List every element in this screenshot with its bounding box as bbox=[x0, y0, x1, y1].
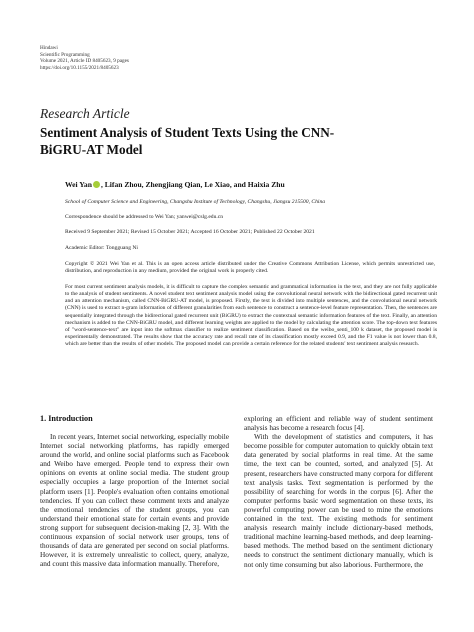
paragraph: With the development of statistics and computers, it has become possible for computer automation to quickly obtain text data generated by social platforms in real time. At the same time, the text can be counted, sorted, and analyzed [5]. At present, researchers have constructed many corpora for different text analysis tasks. Text segmentation is performed by the possibility of searching for words in the corpus [6]. After the computer performs basic word segmentation on these texts, its powerful computing power can be used to mine the emotions contained in the text. The existing methods for sentiment analysis research mainly include dictionary-based methods, traditional machine learning-based methods, and deep learning-based methods. The method based on the sentiment dictionary needs to construct the sentiment dictionary manually, which is not only time consuming but also laborious. Furthermore, the bbox=[244, 432, 433, 569]
journal-name: Scientific Programming bbox=[40, 51, 90, 58]
right-column bbox=[244, 414, 433, 569]
abstract: For most current sentiment analysis models, it is difficult to capture the complex semantic and grammatical information in the text, and they are not fully applicable to the analysis of student sentiments. A novel student text sentiment analysis model using the convolutional neural network with the bidirectional gated recurrent unit and an attention mechanism, called CNN-BiGRU-AT model, is proposed. Firstly, the text is divided into multiple sentences, and the convolutional neural network (CNN) is used to extract n-gram information of different granularities from each sentence to construct a sentence-level feature representation. Then, the sentences are sequentially integrated through the bidirectional gated recurrent unit (BiGRU) to extract the contextual semantic information features of the text. Finally, an attention mechanism is added to the CNN-BiGRU model, and different learning weights are applied to the model by calculating the attention score. The top-down text features of "word-sentence-text" are input into the softmax classifier to realize sentiment classification. Based on the weibo_senti_100 k dataset, the proposed model is experimentally demonstrated. The results show that the accuracy rate and recall rate of its classification mostly exceed 0.9, and the F1 value is not lower than 0.8, which are better than the results of other models. The proposed model can provide a certain reference for the related students' text sentiment analysis research. bbox=[65, 284, 437, 348]
publication-dates: Received 9 September 2021; Revised 15 October 2021; Accepted 16 October 2021; Published 22 October 2021 bbox=[65, 229, 315, 235]
paragraph: In recent years, Internet social networking, especially mobile Internet social networking platforms, has rapidly emerged around the world, and online social platforms such as Facebook and Weibo have emerged. People tend to express their own opinions on events at online social media. The student group especially occupies a large proportion of the Internet social platform users [1]. People's evaluation often contains emotional tendencies. If you can collect these comment texts and analyze the emotional tendencies of the student groups, you can understand their emotional state for certain events and provide strong support for subsequent decision-making [2, 3]. With the continuous expansion of social network user groups, tens of thousands of data are generated per second on social platforms. However, it is extremely unrealistic to collect, query, analyze, and count this massive data information manually. Therefore, bbox=[40, 432, 229, 569]
paper-title: Sentiment Analysis of Student Texts Using the CNN-BiGRU-AT Model bbox=[40, 125, 335, 157]
other-authors: , Lifan Zhou, Zhengjiang Qian, Le Xiao, and Haixia Zhu bbox=[100, 180, 285, 189]
author-list bbox=[65, 180, 285, 189]
publisher-name: Hindawi bbox=[40, 45, 58, 51]
orcid-icon[interactable] bbox=[93, 181, 100, 188]
paragraph: exploring an efficient and reliable way of student sentiment analysis has become a research focus [4]. bbox=[244, 414, 433, 433]
article-type: Research Article bbox=[40, 106, 130, 121]
section-heading: 1. Introduction bbox=[40, 414, 93, 423]
left-column bbox=[40, 432, 229, 568]
first-author: Wei Yan bbox=[65, 180, 92, 189]
doi-link[interactable]: https://doi.org/10.1155/2021/8405623 bbox=[40, 64, 119, 71]
journal-meta bbox=[40, 45, 129, 71]
copyright-notice: Copyright © 2021 Wei Yan et al. This is an open access article distributed under the Creative Commons Attribution License, which permits unrestricted use, distribution, and reproduction in any medium, provided the original work is properly cited. bbox=[65, 261, 435, 275]
volume-info: Volume 2021, Article ID 8405623, 9 pages bbox=[40, 58, 129, 65]
affiliation: School of Computer Science and Engineering, Changshu Institute of Technology, Changshu, Jiangsu 215500, China bbox=[65, 199, 326, 205]
correspondence: Correspondence should be addressed to Wei Yan; yanwei@cslg.edu.cn bbox=[65, 214, 224, 220]
academic-editor: Academic Editor: Tongguang Ni bbox=[65, 245, 138, 251]
